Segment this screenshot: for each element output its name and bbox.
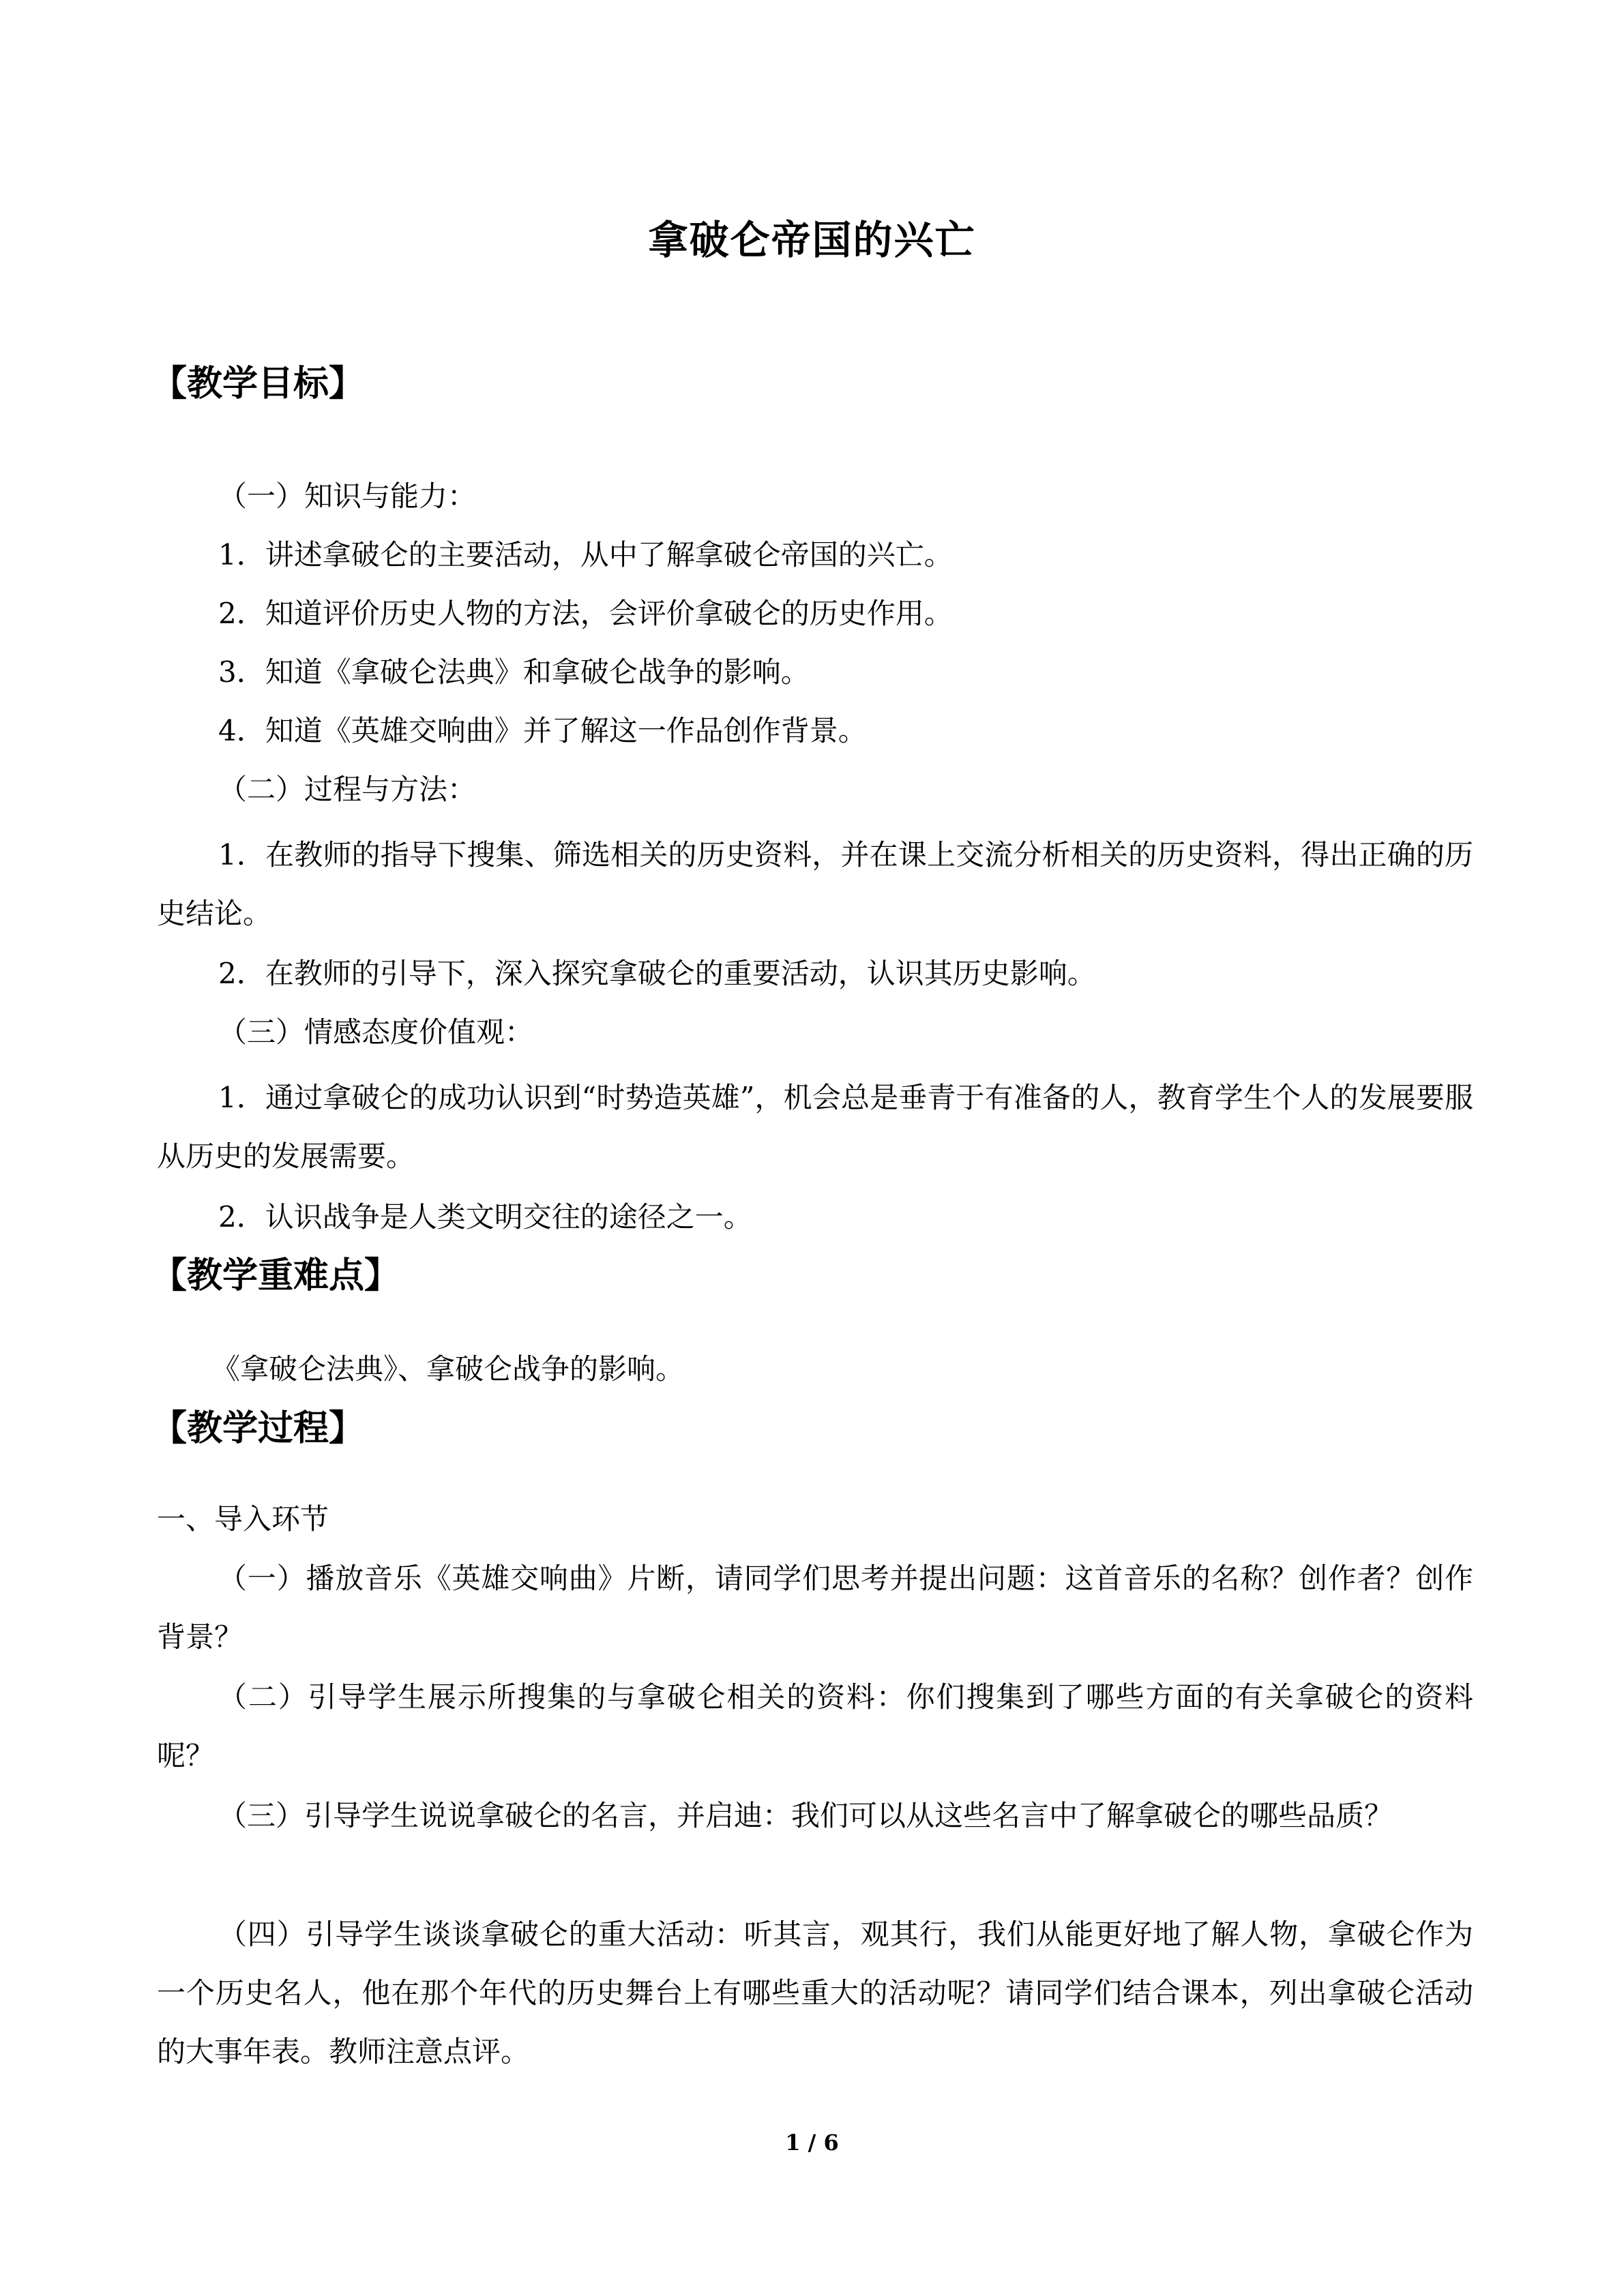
objective-item: 2．知道评价历史人物的方法，会评价拿破仑的历史作用。: [218, 597, 953, 630]
subheading-attitude: （三）情感态度价值观：: [218, 1015, 534, 1049]
objective-item: 1．讲述拿破仑的主要活动，从中了解拿破仑帝国的兴亡。: [218, 538, 953, 571]
heading-objectives: 【教学目标】: [151, 363, 365, 404]
heading-keypoints: 【教学重难点】: [151, 1255, 400, 1296]
objective-item: 4．知道《英雄交响曲》并了解这一作品创作背景。: [218, 714, 867, 747]
objective-item: 2．认识战争是人类文明交往的途径之一。: [218, 1200, 752, 1234]
objective-item: 2．在教师的引导下，深入探究拿破仑的重要活动，认识其历史影响。: [218, 957, 1096, 990]
process-paragraph: （四）引导学生谈谈拿破仑的重大活动：听其言，观其行，我们从能更好地了解人物，拿破仑作为一个历史名人，他在那个年代的历史舞台上有哪些重大的活动呢？请同学们结合课本，列出拿破仑活动的大事年表。教师注意点评。: [157, 1918, 1473, 2068]
step-heading: 一、导入环节: [157, 1502, 329, 1536]
subheading-knowledge: （一）知识与能力：: [218, 479, 477, 513]
keypoints-text: 《拿破仑法典》、拿破仑战争的影响。: [211, 1352, 685, 1386]
page-number: 1 / 6: [785, 2130, 839, 2156]
objective-item: 3．知道《拿破仑法典》和拿破仑战争的影响。: [218, 655, 810, 689]
page-title: 拿破仑帝国的兴亡: [648, 217, 976, 263]
process-paragraph: （二）引导学生展示所搜集的与拿破仑相关的资料：你们搜集到了哪些方面的有关拿破仑的资料呢？: [157, 1680, 1473, 1772]
process-paragraph: （三）引导学生说说拿破仑的名言，并启迪：我们可以从这些名言中了解拿破仑的哪些品质？: [218, 1799, 1393, 1832]
process-paragraph: （一）播放音乐《英雄交响曲》片断，请同学们思考并提出问题：这首音乐的名称？创作者？创作背景？: [157, 1562, 1473, 1654]
objective-paragraph: 1．通过拿破仑的成功认识到“时势造英雄”，机会总是垂青于有准备的人，教育学生个人的发展要服从历史的发展需要。: [157, 1081, 1473, 1173]
objective-paragraph: 1．在教师的指导下搜集、筛选相关的历史资料，并在课上交流分析相关的历史资料，得出正确的历史结论。: [157, 838, 1473, 930]
heading-process: 【教学过程】: [151, 1408, 365, 1449]
subheading-process-method: （二）过程与方法：: [218, 773, 477, 806]
